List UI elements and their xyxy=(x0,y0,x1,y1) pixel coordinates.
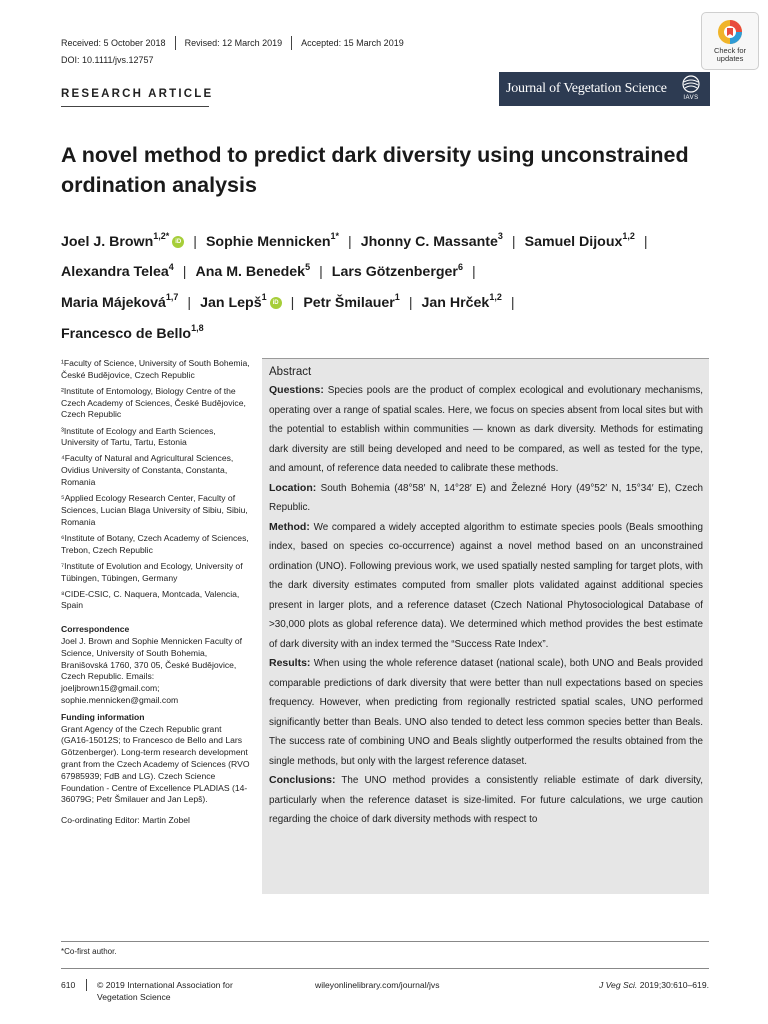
author[interactable] xyxy=(200,292,282,312)
author[interactable] xyxy=(360,231,503,250)
affiliation: ²Institute of Entomology, Biology Centre of the Czech Academy of Sciences, České Budějovice, Czech Republic xyxy=(61,385,246,420)
author-separator: | xyxy=(471,264,476,281)
coordinating-editor: Co-ordinating Editor: Martin Zobel xyxy=(61,815,190,826)
author[interactable] xyxy=(61,323,204,342)
divider xyxy=(175,36,176,50)
abstract-method xyxy=(269,518,703,655)
author-affiliation-marker: 5 xyxy=(305,261,311,272)
affiliation: ⁵Applied Ecology Research Center, Faculty of Sciences, Lucian Blaga University of Sibiu, Sibiu, Romania xyxy=(61,493,248,527)
article-title: A novel method to predict dark diversity using unconstrained ordination analysis xyxy=(61,143,689,197)
check-updates-icon xyxy=(717,19,743,45)
author-separator: | xyxy=(408,295,413,312)
journal-name: Journal of Vegetation Science xyxy=(506,81,667,96)
check-updates-label xyxy=(714,47,746,63)
author-separator: | xyxy=(511,233,516,250)
citation xyxy=(599,979,709,991)
abstract-location xyxy=(269,479,703,518)
author[interactable] xyxy=(303,292,400,312)
publication-dates xyxy=(61,36,404,50)
author-name: Lars Götzenberger xyxy=(331,264,458,281)
author[interactable] xyxy=(61,261,174,281)
author-separator: | xyxy=(193,233,197,250)
author-name: Samuel Dijoux xyxy=(524,233,623,250)
author-separator: | xyxy=(510,295,515,312)
copyright: © 2019 International Association for Vegetation Science xyxy=(97,980,233,1002)
section-text: We compared a widely accepted algorithm to estimate species pools (Beals smoothing index, based on species co-occurrence) against a novel method based on an unconstrained ordination (UNO). Following previous work, we used spatially nested sampling for target plots, with the dark diversity estimates computed from smaller plots validated against additional species present in larger plots, and a reference dataset (Czech National Phytosociological Database of >30,000 plots as global reference data). We determined which method provides the best estimate of dark diversity with an index termed the “Success Rate Index”. xyxy=(269,521,703,650)
affiliation: ⁶Institute of Botany, Czech Academy of Sciences, Trebon, Czech Republic xyxy=(61,532,249,555)
affiliation: ⁸CIDE-CSIC, C. Naquera, Montcada, Valencia, Spain xyxy=(61,588,240,611)
section-text: Species pools are the product of complex ecological and evolutionary mechanisms, operating over a range of spatial scales. Here, we focus on species absent from local sites but with the potential to establish within communities — known as dark diversity. Methods for estimating dark diversity are still being developed and need to be compared, as well as tested for the type, and amount, of reference data needed to calibrate these methods. xyxy=(269,385,703,474)
author-name: Maria Májeková xyxy=(61,295,166,312)
author[interactable] xyxy=(524,231,635,250)
abstract-questions xyxy=(269,381,703,479)
author-affiliation-marker: 1,2 xyxy=(489,292,502,303)
author-affiliation-marker: 4 xyxy=(168,261,174,272)
citation-details: 2019;30:610–619. xyxy=(637,980,709,990)
journal-abbrev: J Veg Sci. xyxy=(598,980,638,990)
orcid-icon[interactable]: iD xyxy=(172,236,184,248)
section-text: When using the whole reference dataset (national scale), both UNO and Beals provided comparable predictions of dark diversity that were better than null expectations based on species frequency. However, when predicting from regionally restricted spatial scales, UNO performed significantly better than Beals. UNO also tended to detect less common species better than Beals. The success rate of combining UNO and Beals slightly outperformed the results obtained from the single methods, but only with the largest reference dataset. xyxy=(269,658,704,767)
author-affiliation-marker: 1* xyxy=(330,231,340,241)
author[interactable] xyxy=(331,261,463,281)
abstract-conclusions xyxy=(269,771,703,830)
abstract-results xyxy=(269,654,703,771)
author-affiliation-marker: 1 xyxy=(394,292,400,303)
author-separator: | xyxy=(643,233,648,250)
author-separator: | xyxy=(348,233,352,250)
affiliation: ⁴Faculty of Natural and Agricultural Sciences, Ovidius University of Constanta, Constanta, Romania xyxy=(61,453,234,488)
author-separator: | xyxy=(187,295,192,312)
author[interactable] xyxy=(195,261,311,281)
author-name: Alexandra Telea xyxy=(61,264,169,281)
divider xyxy=(86,979,87,991)
author[interactable] xyxy=(61,292,179,312)
revised-date: Revised: 12 March 2019 xyxy=(184,38,283,48)
author[interactable] xyxy=(61,231,184,250)
author-affiliation-marker: 1,8 xyxy=(191,323,204,334)
section-label: Conclusions: xyxy=(269,774,336,786)
page-number: 610 xyxy=(61,980,76,990)
section-label: Results: xyxy=(269,657,311,669)
footnote: *Co-first author. xyxy=(61,947,117,956)
funding-text: Grant Agency of the Czech Republic grant (GA16-15012S; to Francesco de Bello and Lars Götzenberger). Long-term research development grant from the Czech Academy of Sciences (RVO 67985939; FdB and LG). Czech Science Foundation - Centre of Excellence PLADIAS (14-36079G; Petr Šmilauer and Jan Lepš). xyxy=(61,723,250,805)
affiliation: ⁷Institute of Evolution and Ecology, University of Tübingen, Tübingen, Germany xyxy=(61,560,243,583)
check-updates-line2: updates xyxy=(716,54,744,63)
section-label: Location: xyxy=(269,481,317,494)
section-label: Questions: xyxy=(269,384,324,396)
check-updates-line1: Check for xyxy=(713,46,747,55)
footer-divider xyxy=(61,968,709,969)
author-affiliation-marker: 1,7 xyxy=(165,292,179,303)
author-separator: | xyxy=(290,295,295,312)
journal-url-link[interactable]: wileyonlinelibrary.com/journal/jvs xyxy=(315,980,440,990)
author-list xyxy=(61,224,741,347)
article-type: RESEARCH ARTICLE xyxy=(61,88,214,100)
footnote-divider xyxy=(61,941,709,942)
author-separator: | xyxy=(319,264,323,281)
author-name: Ana M. Benedek xyxy=(195,264,306,281)
article-type-underline xyxy=(61,106,209,107)
abstract-heading: Abstract xyxy=(269,366,312,378)
author-name: Joel J. Brown xyxy=(61,233,154,250)
author-name: Francesco de Bello xyxy=(61,325,192,342)
author-name: Jhonny C. Massante xyxy=(360,233,498,250)
affiliations-column xyxy=(61,358,251,831)
author[interactable] xyxy=(421,292,502,312)
author-name: Jan Hrček xyxy=(421,295,490,312)
section-label: Method: xyxy=(269,520,310,533)
author-name: Jan Lepš xyxy=(200,295,262,312)
correspondence-text[interactable]: Joel J. Brown and Sophie Mennicken Faculty of Science, University of South Bohemia, Branišovská 1760, 370 05, České Budějovice, Czech Republic. Emails: joeljbrown15@gmail.com; sophie.mennicken@gmail.com xyxy=(61,636,243,705)
author-affiliation-marker: 1,2* xyxy=(153,231,170,241)
divider xyxy=(291,36,292,50)
funding-heading: Funding information xyxy=(61,711,145,722)
received-date: Received: 5 October 2018 xyxy=(61,38,166,48)
iavs-logo-text: IAVS xyxy=(683,95,699,101)
author-affiliation-marker: 3 xyxy=(497,231,503,241)
doi[interactable]: DOI: 10.1111/jvs.12757 xyxy=(61,55,154,65)
author-affiliation-marker: 6 xyxy=(457,261,463,272)
section-text: The UNO method provides a consistently reliable estimate of dark diversity, particularly when the reference dataset is size-limited. For future calculations, we urge caution regarding the choice of dark diversity methods with respect to xyxy=(269,775,703,825)
correspondence-heading: Correspondence xyxy=(61,624,130,635)
author-name: Petr Šmilauer xyxy=(303,295,395,312)
author[interactable] xyxy=(205,231,340,250)
author-affiliation-marker: 1 xyxy=(261,292,267,303)
iavs-logo xyxy=(678,74,704,104)
check-for-updates-button[interactable] xyxy=(701,12,759,70)
author-separator: | xyxy=(182,264,187,281)
orcid-icon[interactable]: iD xyxy=(270,297,282,309)
author-name: Sophie Mennicken xyxy=(205,233,331,250)
affiliation: ³Institute of Ecology and Earth Sciences, University of Tartu, Tartu, Estonia xyxy=(61,425,216,448)
section-text: South Bohemia (48°58′ N, 14°28′ E) and Železné Hory (49°52′ N, 15°34′ E), Czech Republic. xyxy=(269,482,703,513)
journal-banner[interactable] xyxy=(499,72,710,106)
author-affiliation-marker: 1,2 xyxy=(622,231,635,241)
affiliation: ¹Faculty of Science, University of South Bohemia, České Budějovice, Czech Republic xyxy=(61,358,250,380)
globe-icon xyxy=(681,74,701,94)
abstract-box xyxy=(262,358,709,894)
accepted-date: Accepted: 15 March 2019 xyxy=(301,38,404,48)
